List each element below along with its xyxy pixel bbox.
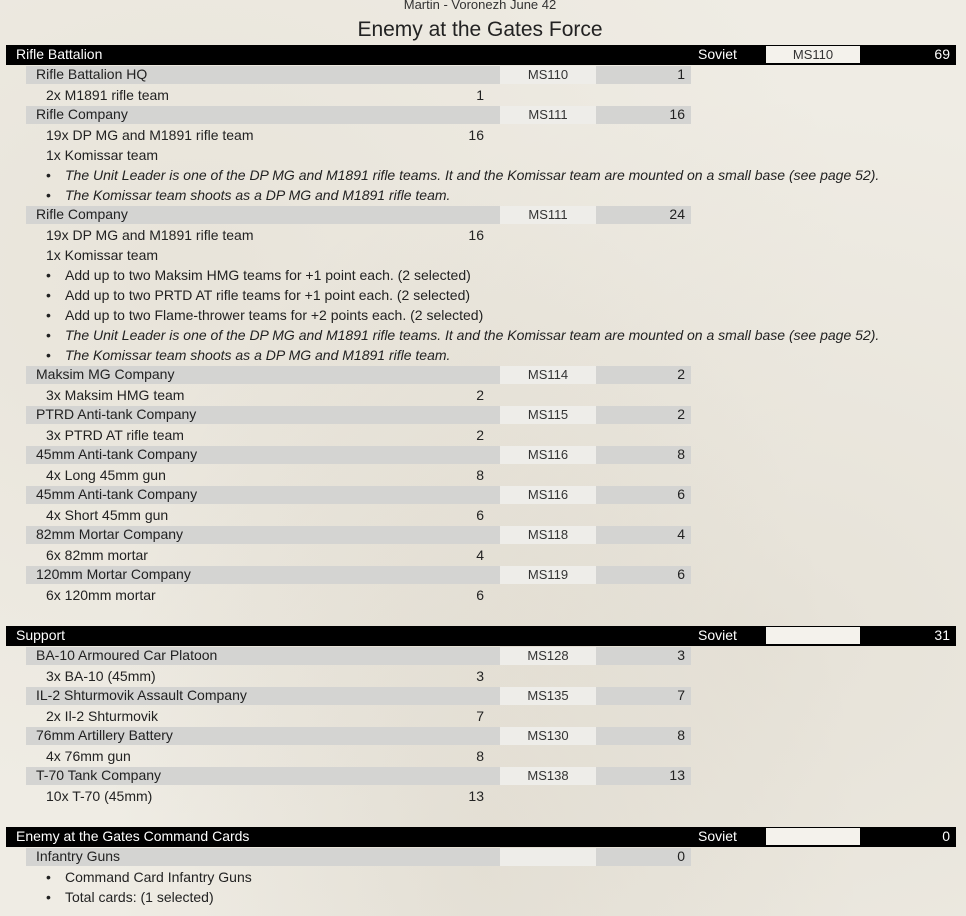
team-points: 8 — [476, 748, 484, 764]
team-row — [26, 746, 956, 766]
team-row — [26, 245, 956, 265]
unit-name: Rifle Company — [36, 106, 128, 122]
section-header — [6, 626, 956, 646]
note-item — [26, 185, 956, 205]
unit-code: MS116 — [500, 446, 596, 464]
team-name: 1x Komissar team — [46, 247, 159, 263]
unit-code: MS111 — [500, 106, 596, 124]
note-text: Add up to two Maksim HMG teams for +1 point each. (2 selected) — [65, 267, 471, 283]
note-text: Command Card Infantry Guns — [65, 869, 252, 885]
unit-points: 8 — [677, 446, 685, 462]
bullet-icon: • — [46, 889, 51, 905]
unit-points: 6 — [677, 566, 685, 582]
unit-points: 1 — [677, 66, 685, 82]
section-code: MS110 — [766, 46, 860, 63]
team-name: 3x Maksim HMG team — [46, 387, 185, 403]
team-row — [26, 85, 956, 105]
unit-points: 24 — [669, 206, 685, 222]
unit-name: 76mm Artillery Battery — [36, 727, 173, 743]
team-name: 2x M1891 rifle team — [46, 87, 169, 103]
team-row — [26, 225, 956, 245]
team-name: 3x BA-10 (45mm) — [46, 668, 156, 684]
unit-row[interactable] — [26, 485, 956, 505]
unit-row[interactable] — [26, 565, 956, 585]
note-item — [26, 867, 956, 887]
unit-points: 4 — [677, 526, 685, 542]
team-row — [26, 125, 956, 145]
team-name: 19x DP MG and M1891 rifle team — [46, 127, 254, 143]
team-name: 4x Short 45mm gun — [46, 507, 169, 523]
note-text: The Komissar team shoots as a DP MG and M1891 rifle team. — [65, 187, 451, 203]
team-points: 8 — [476, 467, 484, 483]
unit-points: 8 — [677, 727, 685, 743]
bullet-icon: • — [46, 869, 51, 885]
section-header — [6, 45, 956, 65]
note-item — [26, 165, 956, 185]
unit-code: MS128 — [500, 647, 596, 665]
unit-points: 2 — [677, 406, 685, 422]
unit-code: MS110 — [500, 66, 596, 84]
unit-name: Maksim MG Company — [36, 366, 175, 382]
note-item — [26, 887, 956, 907]
team-points: 13 — [468, 788, 484, 804]
unit-points: 16 — [669, 106, 685, 122]
unit-name: 120mm Mortar Company — [36, 566, 191, 582]
unit-row[interactable] — [26, 646, 956, 666]
unit-row[interactable] — [26, 525, 956, 545]
unit-row[interactable] — [26, 726, 956, 746]
unit-name: 82mm Mortar Company — [36, 526, 184, 542]
note-item — [26, 345, 956, 365]
section-header — [6, 827, 956, 847]
section-name: Support — [16, 627, 66, 643]
note-item — [26, 285, 956, 305]
team-points: 3 — [476, 668, 484, 684]
note-item — [26, 265, 956, 285]
unit-name: PTRD Anti-tank Company — [36, 406, 197, 422]
unit-row[interactable] — [26, 847, 956, 867]
unit-code: MS119 — [500, 566, 596, 584]
team-row — [26, 545, 956, 565]
team-row — [26, 425, 956, 445]
note-item — [26, 305, 956, 325]
section-code — [766, 627, 860, 644]
team-row — [26, 706, 956, 726]
note-text: Total cards: (1 selected) — [65, 889, 214, 905]
unit-row[interactable] — [26, 405, 956, 425]
section-name: Rifle Battalion — [16, 46, 103, 62]
section-points: 0 — [942, 828, 950, 844]
section-nation: Soviet — [698, 627, 737, 643]
bullet-icon: • — [46, 327, 51, 343]
unit-code: MS111 — [500, 206, 596, 224]
unit-points: 6 — [677, 486, 685, 502]
team-points: 6 — [476, 507, 484, 523]
team-points: 16 — [468, 227, 484, 243]
unit-row[interactable] — [26, 205, 956, 225]
unit-name: 45mm Anti-tank Company — [36, 446, 198, 462]
team-name: 19x DP MG and M1891 rifle team — [46, 227, 254, 243]
section-nation: Soviet — [698, 46, 737, 62]
team-points: 6 — [476, 587, 484, 603]
team-name: 4x Long 45mm gun — [46, 467, 166, 483]
team-points: 4 — [476, 547, 484, 563]
team-name: 10x T-70 (45mm) — [46, 788, 153, 804]
unit-name: IL-2 Shturmovik Assault Company — [36, 687, 247, 703]
unit-row[interactable] — [26, 766, 956, 786]
note-text: Add up to two PRTD AT rifle teams for +1 point each. (2 selected) — [65, 287, 471, 303]
unit-code: MS130 — [500, 727, 596, 745]
team-name: 2x Il-2 Shturmovik — [46, 708, 159, 724]
team-name: 6x 82mm mortar — [46, 547, 148, 563]
unit-code: MS114 — [500, 366, 596, 384]
note-text: The Unit Leader is one of the DP MG and M1891 rifle teams. It and the Komissar team are mounted on a small base (see page 52). — [65, 327, 880, 343]
section-code — [766, 828, 860, 845]
team-row — [26, 145, 956, 165]
unit-name: Rifle Company — [36, 206, 128, 222]
note-text: The Unit Leader is one of the DP MG and M1891 rifle teams. It and the Komissar team are mounted on a small base (see page 52). — [65, 167, 880, 183]
section-points: 69 — [934, 46, 950, 62]
unit-code: MS116 — [500, 486, 596, 504]
unit-name: 45mm Anti-tank Company — [36, 486, 198, 502]
team-row — [26, 786, 956, 806]
unit-points: 7 — [677, 687, 685, 703]
bullet-icon: • — [46, 267, 51, 283]
unit-row[interactable] — [26, 65, 956, 85]
section-nation: Soviet — [698, 828, 737, 844]
unit-code: MS118 — [500, 526, 596, 544]
unit-code: MS115 — [500, 406, 596, 424]
unit-code: MS138 — [500, 767, 596, 785]
team-name: 1x Komissar team — [46, 147, 159, 163]
unit-code — [500, 848, 596, 866]
unit-row[interactable] — [26, 445, 956, 465]
unit-name: T-70 Tank Company — [36, 767, 162, 783]
note-item — [26, 325, 956, 345]
unit-points: 0 — [677, 848, 685, 864]
team-row — [26, 385, 956, 405]
team-name: 6x 120mm mortar — [46, 587, 156, 603]
bullet-icon: • — [46, 347, 51, 363]
unit-row[interactable] — [26, 105, 956, 125]
bullet-icon: • — [46, 187, 51, 203]
bullet-icon: • — [46, 167, 51, 183]
section-points: 31 — [934, 627, 950, 643]
team-row — [26, 666, 956, 686]
unit-name: Infantry Guns — [36, 848, 121, 864]
force-subtitle: Martin - Voronezh June 42 — [403, 0, 557, 12]
force-list — [6, 45, 956, 907]
team-row — [26, 585, 956, 605]
unit-points: 13 — [669, 767, 685, 783]
team-name: 4x 76mm gun — [46, 748, 131, 764]
unit-name: BA-10 Armoured Car Platoon — [36, 647, 218, 663]
section-spacer — [6, 806, 956, 827]
unit-row[interactable] — [26, 365, 956, 385]
team-row — [26, 465, 956, 485]
unit-points: 2 — [677, 366, 685, 382]
note-text: The Komissar team shoots as a DP MG and M1891 rifle team. — [65, 347, 451, 363]
team-points: 2 — [476, 387, 484, 403]
team-name: 3x PTRD AT rifle team — [46, 427, 184, 443]
team-points: 1 — [476, 87, 484, 103]
team-points: 16 — [468, 127, 484, 143]
unit-row[interactable] — [26, 686, 956, 706]
team-points: 2 — [476, 427, 484, 443]
team-points: 7 — [476, 708, 484, 724]
unit-code: MS135 — [500, 687, 596, 705]
force-title: Enemy at the Gates Force — [357, 18, 603, 41]
note-text: Add up to two Flame-thrower teams for +2 points each. (2 selected) — [65, 307, 484, 323]
section-name: Enemy at the Gates Command Cards — [16, 828, 250, 844]
bullet-icon: • — [46, 307, 51, 323]
unit-points: 3 — [677, 647, 685, 663]
unit-name: Rifle Battalion HQ — [36, 66, 148, 82]
bullet-icon: • — [46, 287, 51, 303]
team-row — [26, 505, 956, 525]
section-spacer — [6, 605, 956, 626]
